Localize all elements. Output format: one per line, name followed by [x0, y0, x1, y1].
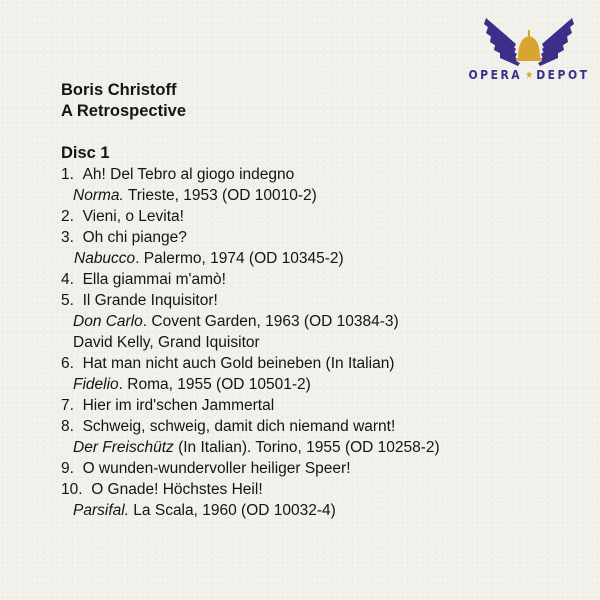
artist-name: Boris Christoff — [61, 81, 177, 99]
recording-details: La Scala, 1960 (OD 10032-4) — [129, 502, 336, 519]
track-title: Schweig, schweig, damit dich niemand warnt! — [82, 418, 396, 435]
opera-name: Nabucco — [74, 250, 136, 267]
track-number: 7. — [61, 397, 74, 414]
track-title-row — [61, 164, 581, 185]
track-info-row — [61, 500, 581, 521]
track-title: Oh chi piange? — [82, 229, 187, 246]
track-title: Il Grande Inquisitor! — [82, 292, 218, 309]
track-title-row — [61, 479, 581, 500]
album-subtitle: A Retrospective — [61, 102, 187, 120]
track-title-row — [61, 290, 581, 311]
track-number: 2. — [61, 208, 74, 225]
logo-text-opera: OPERA — [468, 68, 523, 82]
opera-name: Norma. — [73, 187, 124, 204]
track-number: 6. — [61, 355, 74, 372]
track-title-row — [61, 269, 581, 290]
track-info-row — [61, 185, 581, 206]
track-title: Ah! Del Tebro al giogo indegno — [82, 166, 295, 183]
recording-details: . Palermo, 1974 (OD 10345-2) — [135, 250, 344, 267]
opera-name: Der Freischütz — [73, 439, 174, 456]
logo-text-depot: DEPOT — [536, 68, 590, 82]
track-number: 9. — [61, 460, 74, 477]
star-icon: ★ — [525, 69, 534, 81]
track-info-row — [61, 311, 581, 332]
track-number: 10. — [61, 481, 83, 498]
track-performer-row — [61, 332, 581, 353]
recording-details: . Roma, 1955 (OD 10501-2) — [118, 376, 311, 393]
track-title-row — [61, 416, 581, 437]
track-title-row — [61, 227, 581, 248]
track-info-row — [61, 374, 581, 395]
recording-details: . Covent Garden, 1963 (OD 10384-3) — [142, 313, 399, 330]
track-number: 4. — [61, 271, 74, 288]
track-title-row — [61, 353, 581, 374]
track-title: O wunden-wundervoller heiliger Speer! — [82, 460, 351, 477]
track-info-row — [61, 437, 581, 458]
track-title: Ella giammai m'amò! — [82, 271, 226, 288]
track-title-row — [61, 458, 581, 479]
track-list — [61, 164, 581, 521]
winged-dome-icon — [478, 14, 580, 76]
opera-name: Parsifal. — [73, 502, 129, 519]
recording-details: (In Italian). Torino, 1955 (OD 10258-2) — [173, 439, 440, 456]
performer-credit: David Kelly, Grand Iquisitor — [73, 334, 260, 351]
track-number: 5. — [61, 292, 74, 309]
track-number: 1. — [61, 166, 74, 183]
recording-details: Trieste, 1953 (OD 10010-2) — [123, 187, 317, 204]
track-number: 3. — [61, 229, 74, 246]
opera-name: Don Carlo — [73, 313, 143, 330]
track-info-row — [61, 248, 581, 269]
track-title: Vieni, o Levita! — [82, 208, 184, 225]
track-number: 8. — [61, 418, 74, 435]
track-title-row — [61, 395, 581, 416]
track-title: O Gnade! Höchstes Heil! — [91, 481, 263, 498]
track-title-row — [61, 206, 581, 227]
disc-label: Disc 1 — [61, 144, 110, 162]
track-title: Hier im ird'schen Jammertal — [82, 397, 275, 414]
opera-name: Fidelio — [73, 376, 119, 393]
track-title: Hat man nicht auch Gold beineben (In Italian) — [82, 355, 395, 372]
track-listing — [61, 80, 581, 521]
